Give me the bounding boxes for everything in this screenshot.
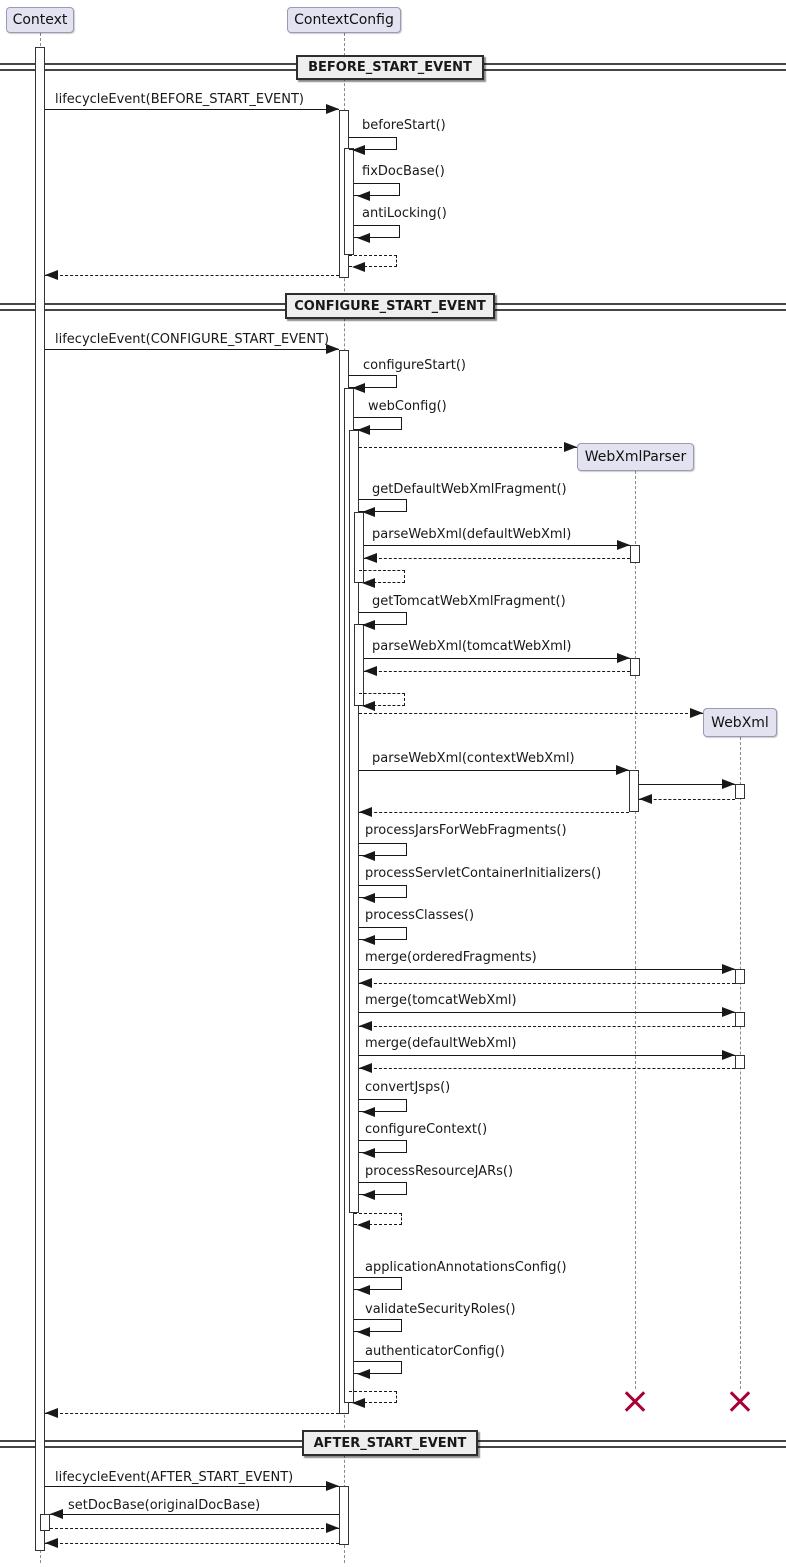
arrowhead-icon bbox=[722, 779, 735, 789]
return-arrow bbox=[359, 983, 735, 984]
arrowhead-icon bbox=[364, 553, 377, 563]
participant-label: ContextConfig bbox=[294, 12, 394, 28]
return-arrow bbox=[359, 1068, 735, 1069]
message-label: configureStart() bbox=[363, 358, 466, 373]
arrowhead-icon bbox=[362, 701, 375, 711]
message-label: getTomcatWebXmlFragment() bbox=[372, 594, 566, 609]
arrowhead-icon bbox=[639, 794, 652, 804]
message-arrow bbox=[50, 1514, 339, 1515]
arrowhead-icon bbox=[352, 383, 365, 393]
arrowhead-icon bbox=[722, 1007, 735, 1017]
message-arrow bbox=[45, 349, 339, 350]
message-label: processJarsForWebFragments() bbox=[365, 823, 567, 838]
activation-bar bbox=[35, 47, 45, 1551]
message-label: validateSecurityRoles() bbox=[365, 1302, 516, 1317]
arrowhead-icon bbox=[352, 145, 365, 155]
divider-after-start-event bbox=[302, 1430, 478, 1456]
message-arrow bbox=[45, 1486, 339, 1487]
message-label: antiLocking() bbox=[362, 206, 447, 221]
arrowhead-icon bbox=[359, 1021, 372, 1031]
arrowhead-icon bbox=[326, 1481, 339, 1491]
message-label: fixDocBase() bbox=[362, 164, 445, 179]
message-label: parseWebXml(tomcatWebXml) bbox=[372, 639, 572, 654]
arrowhead-icon bbox=[352, 262, 365, 272]
arrowhead-icon bbox=[617, 540, 630, 550]
message-label: lifecycleEvent(BEFORE_START_EVENT) bbox=[55, 92, 304, 107]
return-arrow bbox=[639, 799, 735, 800]
arrowhead-icon bbox=[357, 233, 370, 243]
message-label: merge(orderedFragments) bbox=[365, 950, 537, 965]
arrowhead-icon bbox=[357, 1285, 370, 1295]
message-arrow bbox=[359, 969, 735, 970]
participant-webxmlparser bbox=[577, 443, 694, 471]
return-arrow bbox=[364, 671, 630, 672]
message-label: lifecycleEvent(CONFIGURE_START_EVENT) bbox=[55, 332, 330, 347]
destroy-icon bbox=[623, 1389, 647, 1413]
destroy-icon bbox=[728, 1389, 752, 1413]
arrowhead-icon bbox=[45, 1408, 58, 1418]
arrowhead-icon bbox=[45, 270, 58, 280]
arrowhead-icon bbox=[359, 978, 372, 988]
message-label: setDocBase(originalDocBase) bbox=[68, 1498, 261, 1513]
divider-title: BEFORE_START_EVENT bbox=[308, 60, 472, 75]
message-arrow bbox=[639, 784, 735, 785]
message-arrow bbox=[359, 770, 629, 771]
arrowhead-icon bbox=[326, 104, 339, 114]
message-label: applicationAnnotationsConfig() bbox=[365, 1260, 567, 1275]
arrowhead-icon bbox=[362, 1148, 375, 1158]
create-arrow bbox=[359, 713, 703, 714]
participant-context bbox=[6, 7, 74, 33]
activation-bar bbox=[630, 545, 640, 563]
message-arrow bbox=[364, 658, 630, 659]
arrowhead-icon bbox=[357, 1369, 370, 1379]
activation-bar bbox=[735, 784, 745, 799]
divider-before-start-event bbox=[296, 55, 484, 80]
message-label: lifecycleEvent(AFTER_START_EVENT) bbox=[55, 1470, 294, 1485]
message-label: configureContext() bbox=[365, 1122, 488, 1137]
message-label: parseWebXml(contextWebXml) bbox=[372, 751, 575, 766]
arrowhead-icon bbox=[45, 1538, 58, 1548]
message-label: processResourceJARs() bbox=[365, 1164, 514, 1179]
arrowhead-icon bbox=[690, 708, 703, 718]
message-arrow bbox=[359, 1012, 735, 1013]
arrowhead-icon bbox=[326, 1523, 339, 1533]
return-arrow bbox=[45, 1543, 339, 1544]
return-arrow bbox=[359, 1026, 735, 1027]
divider-title: AFTER_START_EVENT bbox=[313, 1435, 467, 1451]
activation-bar bbox=[344, 148, 354, 255]
arrowhead-icon bbox=[357, 425, 370, 435]
message-label: merge(tomcatWebXml) bbox=[365, 993, 517, 1008]
arrowhead-icon bbox=[362, 507, 375, 517]
arrowhead-icon bbox=[722, 1050, 735, 1060]
create-arrow bbox=[359, 447, 577, 448]
arrowhead-icon bbox=[357, 1327, 370, 1337]
return-arrow bbox=[45, 275, 339, 276]
message-label: processClasses() bbox=[365, 908, 475, 923]
activation-bar bbox=[735, 1012, 745, 1027]
arrowhead-icon bbox=[364, 666, 377, 676]
arrowhead-icon bbox=[357, 1220, 370, 1230]
arrowhead-icon bbox=[359, 1063, 372, 1073]
message-arrow bbox=[364, 545, 630, 546]
arrowhead-icon bbox=[362, 935, 375, 945]
arrowhead-icon bbox=[616, 765, 629, 775]
message-label: convertJsps() bbox=[365, 1080, 451, 1095]
message-label: processServletContainerInitializers() bbox=[365, 866, 602, 881]
return-arrow bbox=[50, 1528, 339, 1529]
return-arrow bbox=[359, 812, 629, 813]
activation-bar bbox=[629, 770, 639, 812]
activation-bar bbox=[339, 1486, 349, 1545]
arrowhead-icon bbox=[722, 964, 735, 974]
activation-bar bbox=[40, 1514, 50, 1531]
message-label: parseWebXml(defaultWebXml) bbox=[372, 527, 572, 542]
activation-bar bbox=[735, 969, 745, 984]
arrowhead-icon bbox=[362, 620, 375, 630]
arrowhead-icon bbox=[617, 653, 630, 663]
arrowhead-icon bbox=[50, 1509, 63, 1519]
return-arrow bbox=[364, 558, 630, 559]
lifeline-webxmlparser bbox=[635, 471, 636, 1389]
activation-bar bbox=[735, 1055, 745, 1069]
arrowhead-icon bbox=[362, 851, 375, 861]
message-arrow bbox=[45, 109, 339, 110]
activation-bar bbox=[630, 658, 640, 676]
arrowhead-icon bbox=[564, 442, 577, 452]
message-label: getDefaultWebXmlFragment() bbox=[372, 482, 567, 497]
arrowhead-icon bbox=[357, 191, 370, 201]
participant-webxml bbox=[703, 708, 777, 737]
arrowhead-icon bbox=[362, 578, 375, 588]
divider-title: CONFIGURE_START_EVENT bbox=[294, 298, 486, 314]
message-arrow bbox=[359, 1055, 735, 1056]
participant-label: WebXml bbox=[711, 714, 769, 731]
message-label: beforeStart() bbox=[362, 118, 446, 133]
arrowhead-icon bbox=[362, 1190, 375, 1200]
arrowhead-icon bbox=[362, 1107, 375, 1117]
participant-contextconfig bbox=[287, 7, 401, 33]
participant-label: WebXmlParser bbox=[584, 449, 687, 465]
arrowhead-icon bbox=[352, 1398, 365, 1408]
arrowhead-icon bbox=[362, 893, 375, 903]
return-arrow bbox=[45, 1413, 339, 1414]
message-label: authenticatorConfig() bbox=[365, 1344, 505, 1359]
arrowhead-icon bbox=[326, 344, 339, 354]
message-label: webConfig() bbox=[368, 399, 447, 414]
divider-configure-start-event bbox=[285, 293, 495, 319]
message-label: merge(defaultWebXml) bbox=[365, 1036, 517, 1051]
arrowhead-icon bbox=[359, 807, 372, 817]
participant-label: Context bbox=[12, 12, 68, 28]
